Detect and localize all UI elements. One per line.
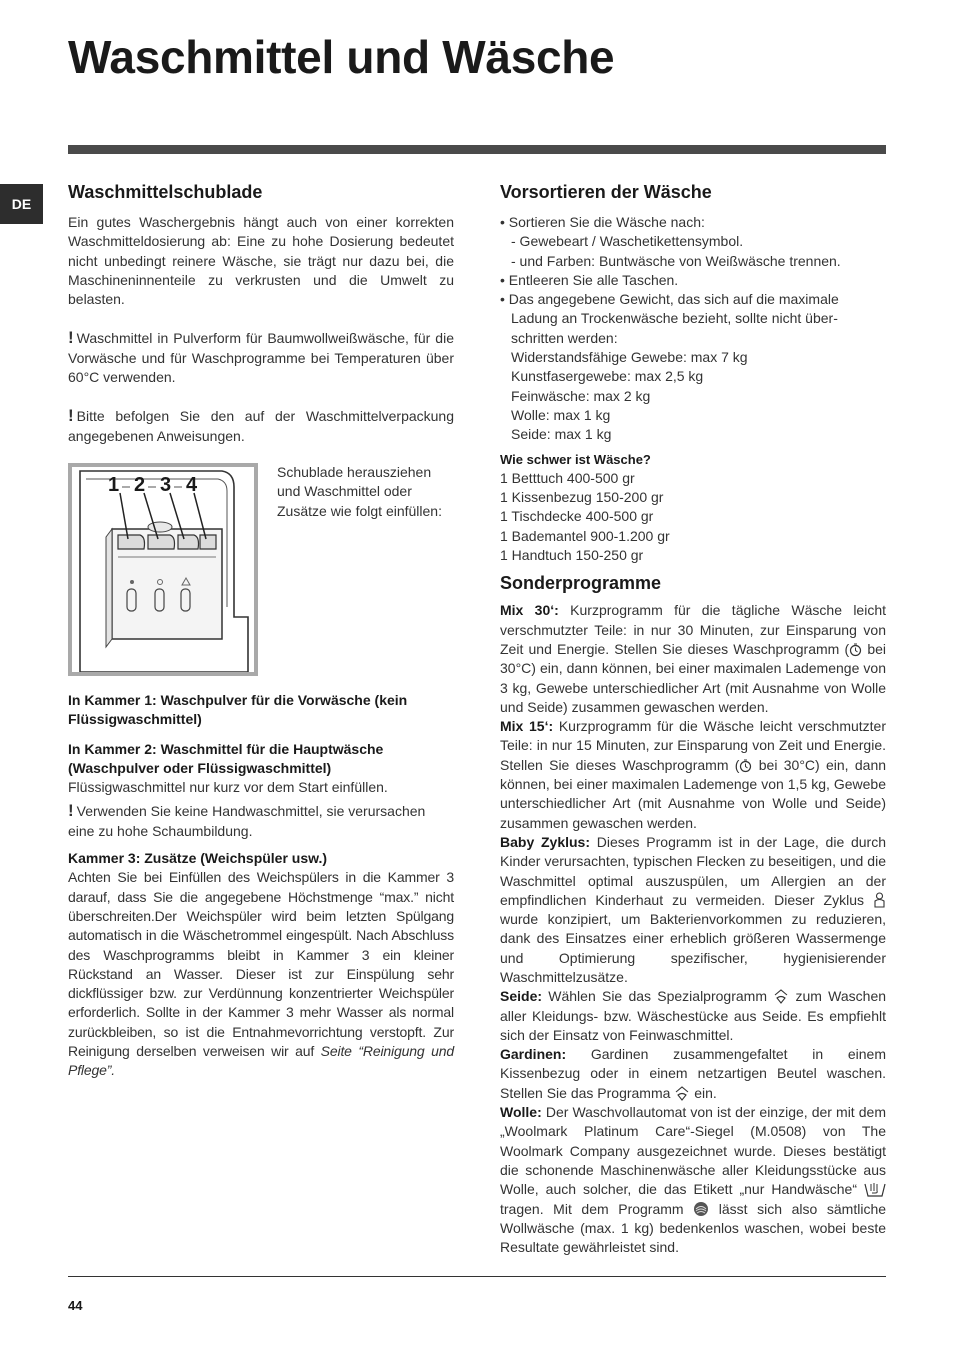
weight-item: 1 Bademantel 900-1.200 gr	[500, 527, 670, 544]
program-silk: Seide: Wählen Sie das Spezialprogramm zum Waschen aller Kleidungs- bzw. Wäschestücke aus Seide. Es empfiehlt sich der Einsatz von Feinwaschmittel.	[500, 988, 887, 1043]
section-heading-special-programs: Sonderprogramme	[500, 573, 662, 594]
quick-program-icon	[739, 759, 752, 773]
weight-subheading: Wie schwer ist Wäsche?	[500, 451, 651, 467]
intro-paragraph: Ein gutes Waschergebnis hängt auch von einer korrekten Waschmitteldosierung ab: Eine zu hohe Dosierung bedeutet nicht unbedingt reinere Wäsche, sie trägt nur dazu bei, die Maschineninnenteile zu verkrusten und die Umwelt zu belasten.	[68, 214, 454, 308]
wool-program-icon	[693, 1201, 709, 1217]
program-mix15: Mix 15‘: Kurzprogramm für die Wäsche leicht verschmutzter Teile: in nur 15 Minuten, zur Einsparung von Zeit und Energie. Stellen Sie dieses Waschprogramm ( bei 30°C) ein, dann können, bei einer maximalen Lademenge von 1,5 kg, Gewebe unterschiedlicher Art (mit Ausnahme von Wolle und Seide) zusammen gewaschen werden.	[500, 718, 887, 831]
right-column	[500, 181, 886, 1257]
weight-item: 1 Tischdecke 400-500 gr	[500, 508, 654, 525]
exclamation-icon: !	[68, 328, 74, 348]
kammer-3-text: Achten Sie bei Einfüllen des Weichspülers in die Kammer 3 darauf, dass Sie die angegebene Höchstmenge “max.” nicht überschreiten.Der Weichspüler wird beim letzten Spülgang automatisch in die Wäschetrommel eingespült. Nach Abschluss des Waschprogramms bleibt in Kammer 3 ein kleiner Rückstand an Wasser. Dieser ist zur Einspülung sehr dickflüssiger bzw. zur Verdünnung konzentrierter Weichspüler erforderlich. Sollte in der Kammer 3 mehr Wasser als normal zurückbleiben, so ist die Entnahmevorrichtung verstopft. Zur Reinigung derselben verweisen wir auf Seite “Reinigung und Pflege”.	[68, 869, 455, 1079]
silk-program-icon	[773, 989, 789, 1004]
section-heading-detergent-drawer: Waschmittelschublade	[68, 182, 263, 202]
note-powder: ! Waschmittel in Pulverform für Baumwollweißwäsche, für die Vorwäsche und für Waschprogramme bei Temperaturen über 60°C verwenden.	[68, 328, 454, 386]
detergent-drawer-illustration	[68, 463, 258, 676]
kammer-3-heading: Kammer 3: Zusätze (Weichspüler usw.)	[68, 850, 328, 867]
sort-line: Widerstandsfähige Gewebe: max 7 kg	[511, 349, 748, 366]
sort-line: schritten werden:	[511, 329, 618, 346]
exclamation-icon: !	[68, 406, 74, 426]
weight-item: 1 Handtuch 150-250 gr	[500, 547, 644, 564]
sort-line: - und Farben: Buntwäsche von Weißwäsche trennen.	[511, 252, 841, 269]
compartment-number: 3	[160, 473, 172, 496]
sort-line: • Entleeren Sie alle Taschen.	[500, 271, 679, 288]
sort-line: Ladung an Trockenwäsche bezieht, sollte nicht über-	[511, 310, 838, 327]
language-tab: DE	[0, 184, 43, 224]
title-divider-bar	[68, 145, 886, 154]
sort-line: Feinwäsche: max 2 kg	[511, 387, 651, 404]
sort-line: • Das angegebene Gewicht, das sich auf die maximale	[500, 291, 839, 308]
sort-line: Seide: max 1 kg	[511, 426, 612, 443]
note-handwash: ! Verwenden Sie keine Handwaschmittel, sie verursachen eine zu hohe Schaumbildung.	[68, 801, 426, 839]
program-mix30: Mix 30‘: Kurzprogramm für die tägliche Wäsche leicht verschmutzter Teile: in nur 30 Minuten, zur Einsparung von Zeit und Energie. Stellen Sie dieses Waschprogramm ( bei 30°C) ein, dann können, bei einer maximalen Lademenge von 3 kg, Gewebe unterschiedlicher Art (mit Ausnahme von Wolle und Seide) zusammen gewaschen werden.	[500, 602, 887, 715]
note-instructions: ! Bitte befolgen Sie den auf der Waschmittelverpackung angegebenen Anweisungen.	[68, 406, 454, 444]
exclamation-icon: !	[68, 801, 74, 821]
weight-item: 1 Betttuch 400-500 gr	[500, 469, 635, 486]
sort-line: Kunstfasergewebe: max 2,5 kg	[511, 368, 704, 385]
program-wool: Wolle: Der Waschvollautomat von ist der einzige, der mit dem „Woolmark Platinum Care“-Siegel (M.0508) von The Woolmark Company ausgezeichnet wurde. Dieses bestätigt die schonende Maschinenwäsche aller Kleidungsstücke aus Wolle, auch solcher, die das Etikett „nur Handwäsche“ tragen. Mit dem Programm lässt sich also sämtliche Wollwäsche (max. 1 kg) bedenkenlos waschen, wobei beste Resultate gewährleistet sind.	[500, 1104, 887, 1256]
handwash-label-icon	[864, 1181, 886, 1197]
section-heading-presorting: Vorsortieren der Wäsche	[500, 182, 712, 202]
sort-line: • Sortieren Sie die Wäsche nach:	[500, 214, 705, 230]
care-page-reference: Seite “Reinigung und Pflege”.	[68, 1043, 455, 1079]
footer-rule	[68, 1276, 886, 1277]
drawer-caption: Schublade herausziehen und Waschmittel oder Zusätze wie folgt einfüllen:	[277, 463, 442, 519]
page-title: Waschmittel und Wäsche	[68, 31, 615, 83]
page-number: 44	[68, 1298, 83, 1313]
kammer-2-text: Flüssigwaschmittel nur kurz vor dem Start einfüllen.	[68, 779, 388, 796]
left-column	[68, 181, 454, 1081]
drawer-figure-row	[68, 463, 454, 676]
program-curtains: Gardinen: Gardinen zusammengefaltet in einem Kissenbezug oder in einem netzartigen Beutel waschen. Stellen Sie das Programma ein.	[500, 1046, 886, 1101]
kammer-1-heading: In Kammer 1: Waschpulver für die Vorwäsche (kein Flüssigwaschmittel)	[68, 691, 408, 728]
quick-program-icon	[849, 643, 862, 657]
compartment-number: 4	[186, 473, 198, 496]
compartment-number: 2	[134, 473, 146, 496]
baby-program-icon	[873, 892, 886, 908]
sort-line: Wolle: max 1 kg	[511, 406, 611, 423]
program-baby: Baby Zyklus: Dieses Programm ist in der Lage, die durch Kinder verursachten, typischen Flecken zu beseitigen, und die Waschmittel optimal auszuspülen, um Allergien an der empfindlichen Kinderhaut zu vermeiden. Dieser Zyklus wurde konzipiert, um Bakterienvorkommen zu reduzieren, dank des Einsatzes einer erheblich größeren Wassermenge und Optimierung spezifischer, hygienisierender Waschmittelzusätze.	[500, 833, 886, 985]
silk-program-icon	[674, 1086, 690, 1101]
drawer-drawing	[72, 467, 254, 672]
kammer-2-heading: In Kammer 2: Waschmittel für die Hauptwäsche (Waschpulver oder Flüssigwaschmittel)	[68, 740, 384, 776]
sort-line: - Gewebeart / Waschetikettensymbol.	[511, 233, 744, 250]
compartment-number: 1	[108, 473, 120, 496]
weight-item: 1 Kissenbezug 150-200 gr	[500, 489, 664, 506]
